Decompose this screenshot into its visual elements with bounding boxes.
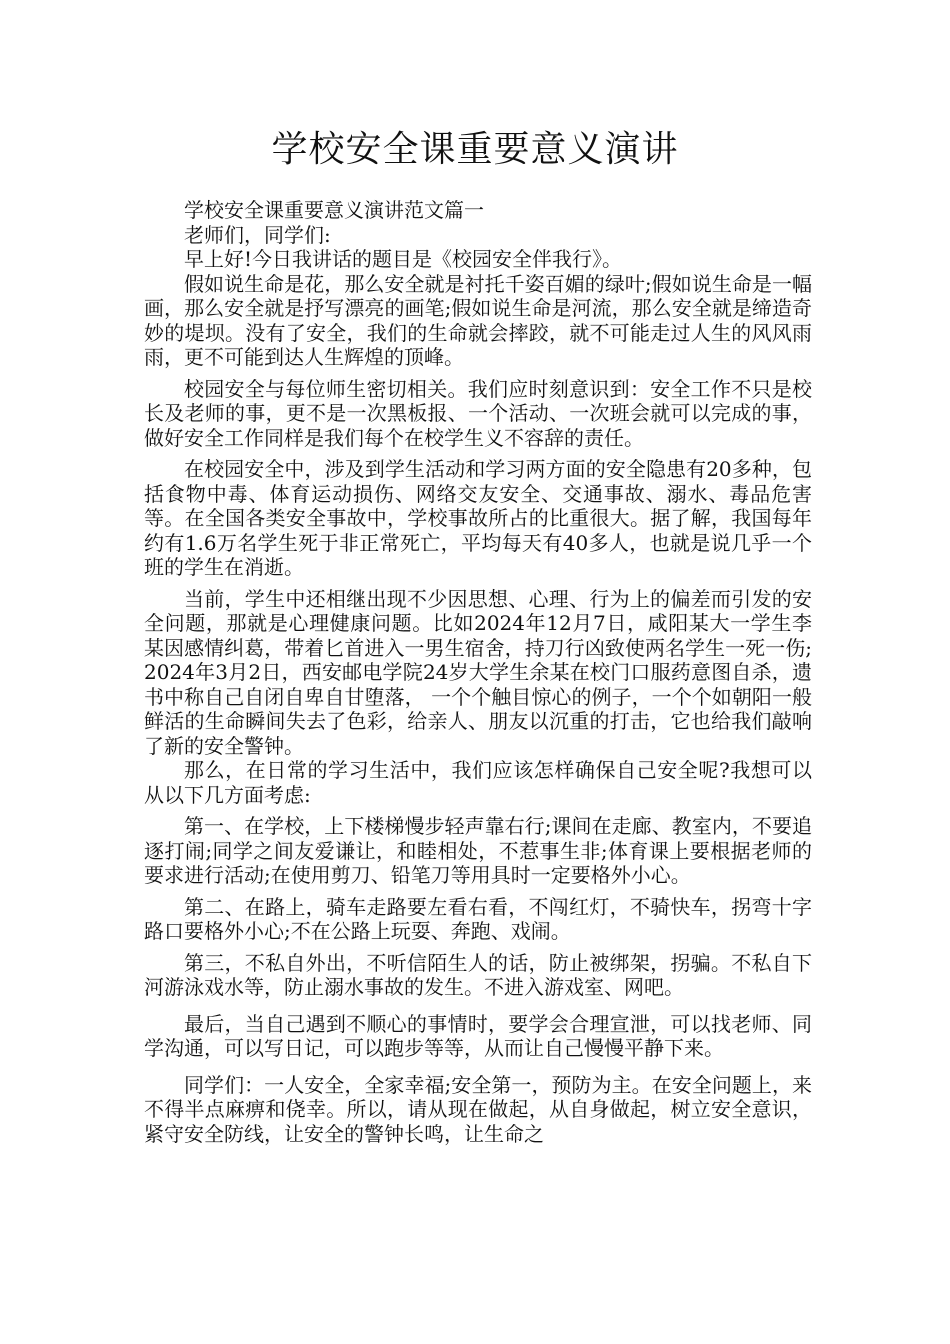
paragraph-topic: 早上好!今日我讲话的题目是《校园安全伴我行》。 <box>184 247 623 271</box>
paragraph-point-one: 第一、在学校，上下楼梯慢步轻声靠右行;课间在走廊、教室内，不要追逐打闹;同学之间友爱谦让，和睦相处，不惹事生非;体育课上要根据老师的要求进行活动;在使用剪刀、铅笔刀等用具时一定要格外小心。 <box>144 814 812 887</box>
paragraph-point-two: 第二、在路上，骑车走路要左看右看，不闯红灯，不骑快车，拐弯十字路口要格外小心;不在公路上玩耍、奔跑、戏闹。 <box>144 894 812 943</box>
document-title: 学校安全课重要意义演讲 <box>271 129 679 170</box>
paragraph-greeting: 老师们，同学们: <box>184 222 331 247</box>
paragraph-responsibility: 校园安全与每位师生密切相关。我们应时刻意识到：安全工作不只是校长及老师的事，更不是一次黑板报、一个活动、一次班会就可以完成的事，做好安全工作同样是我们每个在校学生义不容辞的责任。 <box>144 376 812 450</box>
paragraph-mental-health: 当前，学生中还相继出现不少因思想、心理、行为上的偏差而引发的安全问题，那就是心理健康问题。比如2024年12月7日，咸阳某大一学生李某因感情纠葛，带着匕首进入一男生宿舍，持刀行凶致使两名学生一死一伤; 2024年3月2日，西安邮电学院24岁大学生余某在校门口服药意图自杀，遗书中称自己自闭自卑自甘堕落， 一个个触目惊心的例子，一个个如朝阳一般鲜活的生命瞬间失去了色彩，给亲人、朋友以沉重的打击，它也给我们敲响了新的安全警钟。 <box>144 586 812 758</box>
paragraph-question: 那么，在日常的学习生活中，我们应该怎样确保自己安全呢?我想可以从以下几方面考虑: <box>144 758 812 807</box>
paragraph-metaphor: 假如说生命是花，那么安全就是衬托千姿百媚的绿叶;假如说生命是一幅画，那么安全就是抒写漂亮的画笔;假如说生命是河流，那么安全就是缔造奇妙的堤坝。没有了安全，我们的生命就会摔跤，就不可能走过人生的风风雨雨，更不可能到达人生辉煌的顶峰。 <box>144 271 812 369</box>
document-body <box>144 198 812 1146</box>
paragraph-statistics: 在校园安全中，涉及到学生活动和学习两方面的安全隐患有20多种，包括食物中毒、体育运动损伤、网络交友安全、交通事故、溺水、毒品危害等。在全国各类安全事故中，学校事故所占的比重很大。据了解，我国每年约有1.6万名学生死于非正常死亡，平均每天有40多人，也就是说几乎一个班的学生在消逝。 <box>144 457 812 579</box>
paragraph-point-three: 第三，不私自外出，不听信陌生人的话，防止被绑架，拐骗。不私自下河游泳戏水等，防止溺水事故的发生。不进入游戏室、网吧。 <box>144 950 812 999</box>
paragraph-subtitle: 学校安全课重要意义演讲范文篇一 <box>184 198 484 222</box>
paragraph-finally: 最后，当自己遇到不顺心的事情时，要学会合理宣泄，可以找老师、同学沟通，可以写日记，可以跑步等等，从而让自己慢慢平静下来。 <box>144 1011 812 1060</box>
paragraph-conclusion: 同学们：一人安全，全家幸福;安全第一，预防为主。在安全问题上，来不得半点麻痹和侥幸。所以，请从现在做起，从自身做起，树立安全意识，紧守安全防线，让安全的警钟长鸣，让生命之 <box>144 1072 812 1146</box>
